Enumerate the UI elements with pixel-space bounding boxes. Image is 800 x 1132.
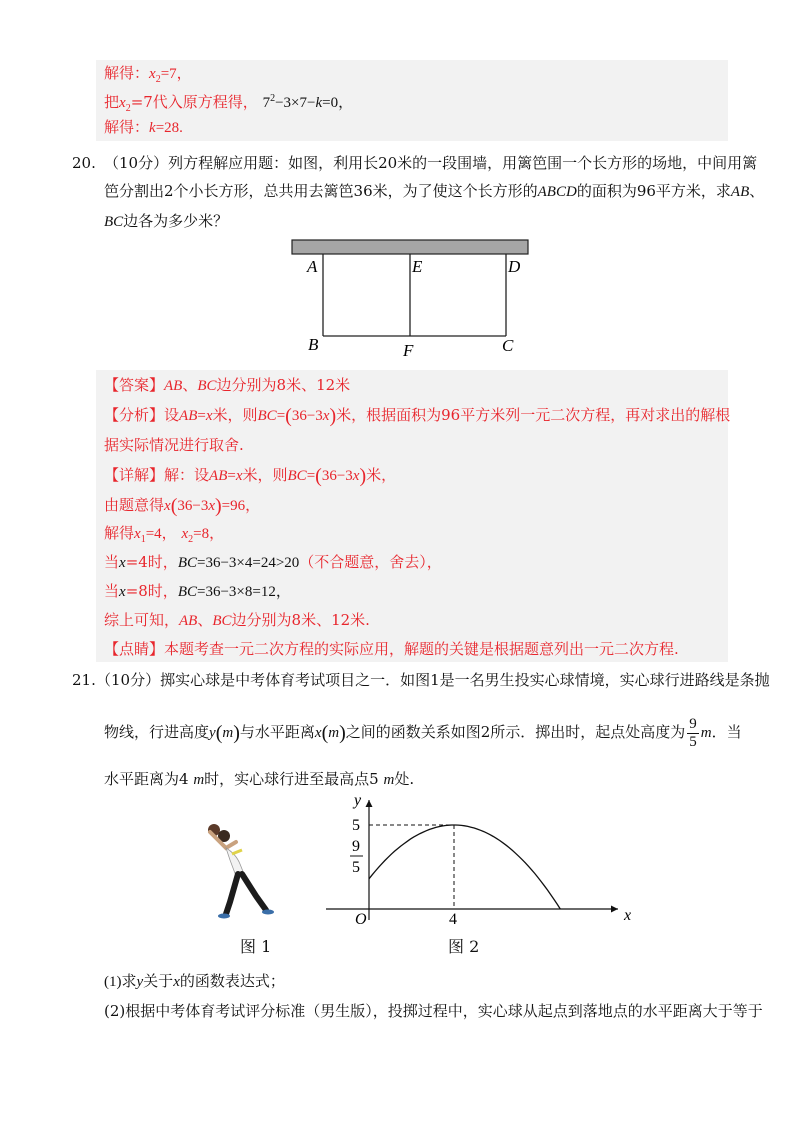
prev-line-2: 把$x_2=7$代入原方程得， $7^2-3\times 7-k=0$， bbox=[104, 93, 354, 114]
tick-y-9-5-num: 9 bbox=[352, 838, 360, 855]
q20-line-2: 笆分割出2个小长方形，总共用去篱笆36米，为了使这个长方形的ABCD的面积为96平方米，求AB、 bbox=[104, 182, 765, 200]
thrower-photo bbox=[196, 820, 288, 920]
label-c: C bbox=[502, 336, 514, 355]
q21-line-1: （10分）掷实心球是中考体育考试项目之一．如图1是一名男生投实心球情境，实心球行进路线是条抛 bbox=[96, 671, 770, 689]
q20-analysis-1: 【分析】设AB=x米，则BC=(36−3x)米，根据面积为96平方米列一元二次方程，再对求出的解根 bbox=[104, 405, 731, 427]
point-tag: 【点睛】 bbox=[104, 640, 165, 658]
height-fraction: $\frac{9}{5}$ bbox=[689, 715, 697, 750]
q21-line-3: 水平距离为4 m时，实心球行进至最高点5 m处. bbox=[104, 770, 415, 788]
q20-number: 20. bbox=[72, 154, 96, 172]
q20-detail-1: 【详解】解：设AB=x米，则BC=(36−3x)米， bbox=[104, 465, 397, 487]
q21-sub-1: (1)求y关于x的函数表达式； bbox=[104, 972, 285, 990]
tick-y-9-5-den: 5 bbox=[352, 859, 360, 876]
q20-figure bbox=[280, 232, 540, 362]
q21-number: 21. bbox=[72, 671, 96, 689]
prev-line-1: 解得：$x_2=7$， bbox=[104, 64, 192, 85]
q21-line-2: 物线，行进高度y(m)与水平距离x(m)之间的函数关系如图2所示．掷出时，起点处高度为 $\frac{9}{5}$ m．当 bbox=[104, 715, 742, 750]
y-axis-label: y bbox=[354, 792, 362, 809]
tick-y-5: 5 bbox=[352, 817, 360, 834]
q20-detail-3: 解得$x_1=4$， $x_2=8$， bbox=[104, 524, 225, 545]
q20-analysis-2: 据实际情况进行取舍. bbox=[104, 436, 244, 454]
q20-answer: 【答案】AB、BC边分别为8米、12米 bbox=[104, 376, 351, 394]
label-d: D bbox=[508, 257, 521, 276]
detail-tag: 【详解】 bbox=[104, 466, 165, 484]
parabola-curve bbox=[369, 825, 560, 909]
q21-sub-2: (2)根据中考体育考试评分标准（男生版），投掷过程中，实心球从起点到落地点的水平距离大于等于 bbox=[104, 1002, 763, 1020]
label-f: F bbox=[403, 341, 414, 360]
q20-line-3: BC边各为多少米？ bbox=[104, 212, 229, 230]
tick-x-4: 4 bbox=[449, 911, 457, 928]
figure-1-caption: 图 1 bbox=[240, 937, 272, 956]
x-axis-label: x bbox=[624, 907, 632, 924]
q21-graph bbox=[322, 790, 642, 930]
prev-line-3: 解得：k=28. bbox=[104, 118, 183, 136]
q20-detail-6: 综上可知，AB、BC边分别为8米、12米. bbox=[104, 611, 370, 629]
q20-point: 【点睛】本题考查一元二次方程的实际应用，解题的关键是根据题意列出一元二次方程. bbox=[104, 640, 679, 658]
q20-detail-4: 当x=4时，BC=36−3×4=24>20（不合题意，舍去）， bbox=[104, 553, 442, 571]
label-e: E bbox=[412, 257, 423, 276]
answer-tag: 【答案】 bbox=[104, 376, 165, 394]
wall bbox=[292, 240, 528, 254]
origin-label: O bbox=[355, 911, 367, 928]
label-a: A bbox=[307, 257, 318, 276]
q20-detail-5: 当x=8时，BC=36−3×8=12， bbox=[104, 582, 291, 600]
label-b: B bbox=[308, 335, 319, 354]
q20-detail-2: 由题意得x(36−3x)=96， bbox=[104, 495, 261, 517]
figure-2-caption: 图 2 bbox=[448, 937, 480, 956]
q20-line-1: （10分）列方程解应用题：如图，利用长20米的一段围墙，用篱笆围一个长方形的场地，中间用篱 bbox=[104, 154, 758, 172]
analysis-tag: 【分析】 bbox=[104, 406, 165, 424]
